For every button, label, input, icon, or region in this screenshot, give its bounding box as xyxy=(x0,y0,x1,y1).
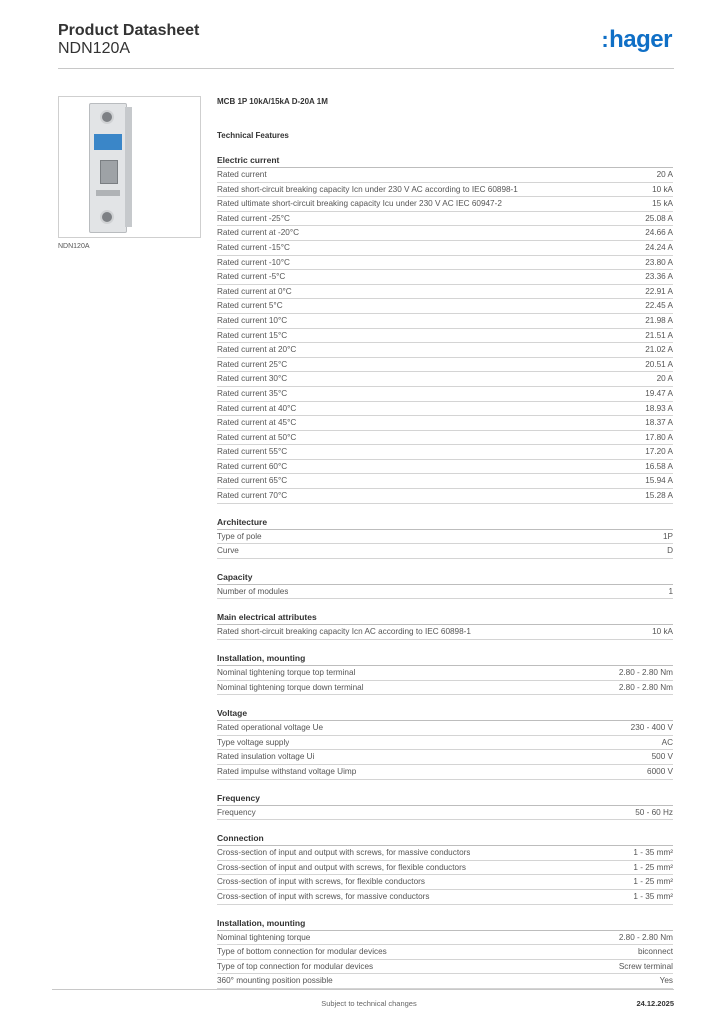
feature-label: Nominal tightening torque down terminal xyxy=(217,682,364,692)
footer-date: 24.12.2025 xyxy=(636,999,674,1008)
feature-label: Cross-section of input and output with screws, for flexible conductors xyxy=(217,862,466,872)
feature-section xyxy=(217,917,673,989)
feature-value: 22.45 A xyxy=(645,301,673,311)
feature-label: Curve xyxy=(217,546,239,556)
datasheet-content xyxy=(217,90,673,989)
feature-label: Rated impulse withstand voltage Uimp xyxy=(217,767,357,776)
feature-row xyxy=(217,168,673,183)
feature-row xyxy=(217,974,673,989)
feature-label: Rated short-circuit breaking capacity Icn under 230 V AC according to IEC 60898-1 xyxy=(217,184,518,194)
feature-value: D xyxy=(667,546,673,556)
feature-label: Rated current -5°C xyxy=(217,272,286,282)
feature-row xyxy=(217,806,673,821)
feature-value: 19.47 A xyxy=(645,388,673,398)
feature-label: Rated current 35°C xyxy=(217,388,288,398)
feature-label: 360° mounting position possible xyxy=(217,976,333,986)
feature-row xyxy=(217,750,673,765)
feature-value: 17.20 A xyxy=(645,447,673,457)
feature-label: Type of top connection for modular devices xyxy=(217,961,374,971)
feature-value: 2.80 - 2.80 Nm xyxy=(618,668,673,678)
feature-row xyxy=(217,183,673,198)
feature-value: 10 kA xyxy=(652,184,673,194)
feature-row xyxy=(217,861,673,876)
feature-section xyxy=(217,832,673,904)
feature-sections xyxy=(217,154,673,989)
feature-row xyxy=(217,544,673,559)
feature-value: biconnect xyxy=(637,947,673,957)
feature-value: 10 kA xyxy=(652,627,673,637)
feature-value: 1 - 35 mm² xyxy=(633,891,673,901)
feature-value: Screw terminal xyxy=(618,961,673,971)
feature-value: 1 xyxy=(668,586,673,596)
feature-label: Rated current 10°C xyxy=(217,315,288,325)
feature-value: 2.80 - 2.80 Nm xyxy=(618,682,673,692)
feature-row xyxy=(217,256,673,271)
product-code: NDN120A xyxy=(58,40,131,57)
feature-row xyxy=(217,445,673,460)
feature-row xyxy=(217,343,673,358)
logo-dots: : xyxy=(601,27,609,52)
feature-section xyxy=(217,571,673,600)
product-name: MCB 1P 10kA/15kA D-20A 1M xyxy=(217,97,328,106)
feature-value: 1P xyxy=(662,531,673,541)
feature-label: Number of modules xyxy=(217,586,289,596)
feature-row xyxy=(217,489,673,504)
section-title: Voltage xyxy=(217,707,673,721)
feature-label: Rated current xyxy=(217,170,267,179)
feature-value: 24.24 A xyxy=(645,242,673,252)
feature-value: 22.91 A xyxy=(645,286,673,296)
feature-value: 230 - 400 V xyxy=(630,723,673,733)
feature-row xyxy=(217,241,673,256)
logo-text: hager xyxy=(609,26,672,53)
section-title: Electric current xyxy=(217,154,673,168)
feature-label: Rated current -15°C xyxy=(217,242,290,252)
feature-row xyxy=(217,460,673,475)
feature-row xyxy=(217,329,673,344)
page-footer xyxy=(52,989,674,1014)
feature-row xyxy=(217,314,673,329)
toggle-lever xyxy=(100,160,118,184)
feature-label: Rated current 15°C xyxy=(217,330,288,340)
feature-row xyxy=(217,387,673,402)
feature-row xyxy=(217,736,673,751)
feature-label: Cross-section of input with screws, for massive conductors xyxy=(217,891,430,901)
feature-value: 15.94 A xyxy=(645,476,673,486)
feature-value: 20 A xyxy=(656,374,673,384)
feature-value: 21.51 A xyxy=(645,330,673,340)
feature-section xyxy=(217,652,673,695)
feature-value: 1 - 25 mm² xyxy=(633,877,673,887)
feature-row xyxy=(217,890,673,905)
feature-value: 17.80 A xyxy=(645,432,673,442)
feature-label: Nominal tightening torque top terminal xyxy=(217,668,356,678)
hager-logo xyxy=(601,26,672,54)
feature-label: Nominal tightening torque xyxy=(217,932,311,942)
feature-row xyxy=(217,875,673,890)
feature-value: 24.66 A xyxy=(645,228,673,238)
feature-label: Rated current 55°C xyxy=(217,447,288,457)
section-title: Capacity xyxy=(217,571,673,585)
feature-value: 1 - 35 mm² xyxy=(633,848,673,858)
feature-value: 21.98 A xyxy=(645,315,673,325)
indicator-window xyxy=(96,190,120,196)
feature-row xyxy=(217,416,673,431)
feature-value: 500 V xyxy=(651,752,673,762)
image-caption: NDN120A xyxy=(58,243,90,250)
feature-value: 15.28 A xyxy=(645,491,673,501)
feature-row xyxy=(217,372,673,387)
technical-features-title: Technical Features xyxy=(217,131,289,140)
feature-value: 15 kA xyxy=(652,199,673,209)
feature-label: Frequency xyxy=(217,807,256,817)
feature-label: Type of pole xyxy=(217,531,262,541)
feature-section xyxy=(217,611,673,640)
feature-section xyxy=(217,516,673,559)
circuit-breaker-picture xyxy=(89,103,127,233)
feature-row xyxy=(217,960,673,975)
section-title: Architecture xyxy=(217,516,673,530)
feature-section xyxy=(217,707,673,779)
feature-label: Rated current 65°C xyxy=(217,476,288,486)
feature-row xyxy=(217,765,673,780)
feature-row xyxy=(217,474,673,489)
feature-row xyxy=(217,358,673,373)
section-title: Installation, mounting xyxy=(217,652,673,666)
feature-label: Rated current 5°C xyxy=(217,301,283,311)
feature-section xyxy=(217,154,673,504)
feature-label: Rated ultimate short-circuit breaking capacity Icu under 230 V AC IEC 60947-2 xyxy=(217,199,502,209)
feature-value: 18.93 A xyxy=(645,403,673,413)
feature-row xyxy=(217,197,673,212)
feature-value: 50 - 60 Hz xyxy=(635,807,673,817)
breaker-side-shade xyxy=(125,107,132,227)
feature-row xyxy=(217,625,673,640)
feature-label: Rated current at 50°C xyxy=(217,432,297,442)
section-title: Main electrical attributes xyxy=(217,611,673,625)
feature-label: Rated current 70°C xyxy=(217,491,288,501)
section-title: Installation, mounting xyxy=(217,917,673,931)
feature-row xyxy=(217,270,673,285)
feature-label: Rated current at 45°C xyxy=(217,418,297,428)
feature-label: Rated insulation voltage Ui xyxy=(217,752,315,762)
feature-label: Rated operational voltage Ue xyxy=(217,723,324,733)
feature-label: Rated current at 20°C xyxy=(217,345,297,355)
front-label xyxy=(94,134,122,150)
footer-note: Subject to technical changes xyxy=(321,999,417,1008)
feature-label: Rated current at -20°C xyxy=(217,228,300,238)
feature-label: Rated current at 40°C xyxy=(217,403,297,413)
section-title: Connection xyxy=(217,832,673,846)
feature-value: AC xyxy=(661,737,673,747)
feature-value: 18.37 A xyxy=(645,418,673,428)
feature-value: 2.80 - 2.80 Nm xyxy=(618,932,673,942)
feature-label: Rated current at 0°C xyxy=(217,286,292,296)
feature-label: Rated short-circuit breaking capacity Icn AC according to IEC 60898-1 xyxy=(217,627,471,637)
feature-value: 21.02 A xyxy=(645,345,673,355)
feature-row xyxy=(217,585,673,600)
feature-row xyxy=(217,681,673,696)
feature-label: Rated current 25°C xyxy=(217,359,288,369)
feature-value: 6000 V xyxy=(647,767,673,776)
feature-label: Rated current 30°C xyxy=(217,374,288,384)
feature-label: Rated current -10°C xyxy=(217,257,290,267)
bottom-terminal-screw xyxy=(100,210,114,224)
feature-row xyxy=(217,299,673,314)
feature-label: Cross-section of input with screws, for flexible conductors xyxy=(217,877,425,887)
feature-label: Type voltage supply xyxy=(217,737,290,747)
feature-row xyxy=(217,530,673,545)
feature-row xyxy=(217,666,673,681)
feature-value: 1 - 25 mm² xyxy=(633,862,673,872)
feature-row xyxy=(217,431,673,446)
feature-row xyxy=(217,402,673,417)
feature-value: 16.58 A xyxy=(645,461,673,471)
feature-value: 20.51 A xyxy=(645,359,673,369)
feature-value: Yes xyxy=(659,976,673,986)
feature-value: 23.36 A xyxy=(645,272,673,282)
top-terminal-screw xyxy=(100,110,114,124)
feature-row xyxy=(217,212,673,227)
doc-title: Product Datasheet xyxy=(58,22,200,39)
product-image xyxy=(58,96,201,238)
page-header xyxy=(58,22,674,69)
feature-label: Rated current 60°C xyxy=(217,461,288,471)
feature-row xyxy=(217,721,673,736)
feature-row xyxy=(217,945,673,960)
feature-section xyxy=(217,792,673,821)
feature-value: 20 A xyxy=(656,170,673,179)
feature-row xyxy=(217,931,673,946)
feature-label: Cross-section of input and output with screws, for massive conductors xyxy=(217,848,471,858)
feature-row xyxy=(217,285,673,300)
section-title: Frequency xyxy=(217,792,673,806)
feature-label: Type of bottom connection for modular devices xyxy=(217,947,387,957)
feature-row xyxy=(217,846,673,861)
feature-row xyxy=(217,226,673,241)
feature-label: Rated current -25°C xyxy=(217,213,290,223)
feature-value: 25.08 A xyxy=(645,213,673,223)
feature-value: 23.80 A xyxy=(645,257,673,267)
